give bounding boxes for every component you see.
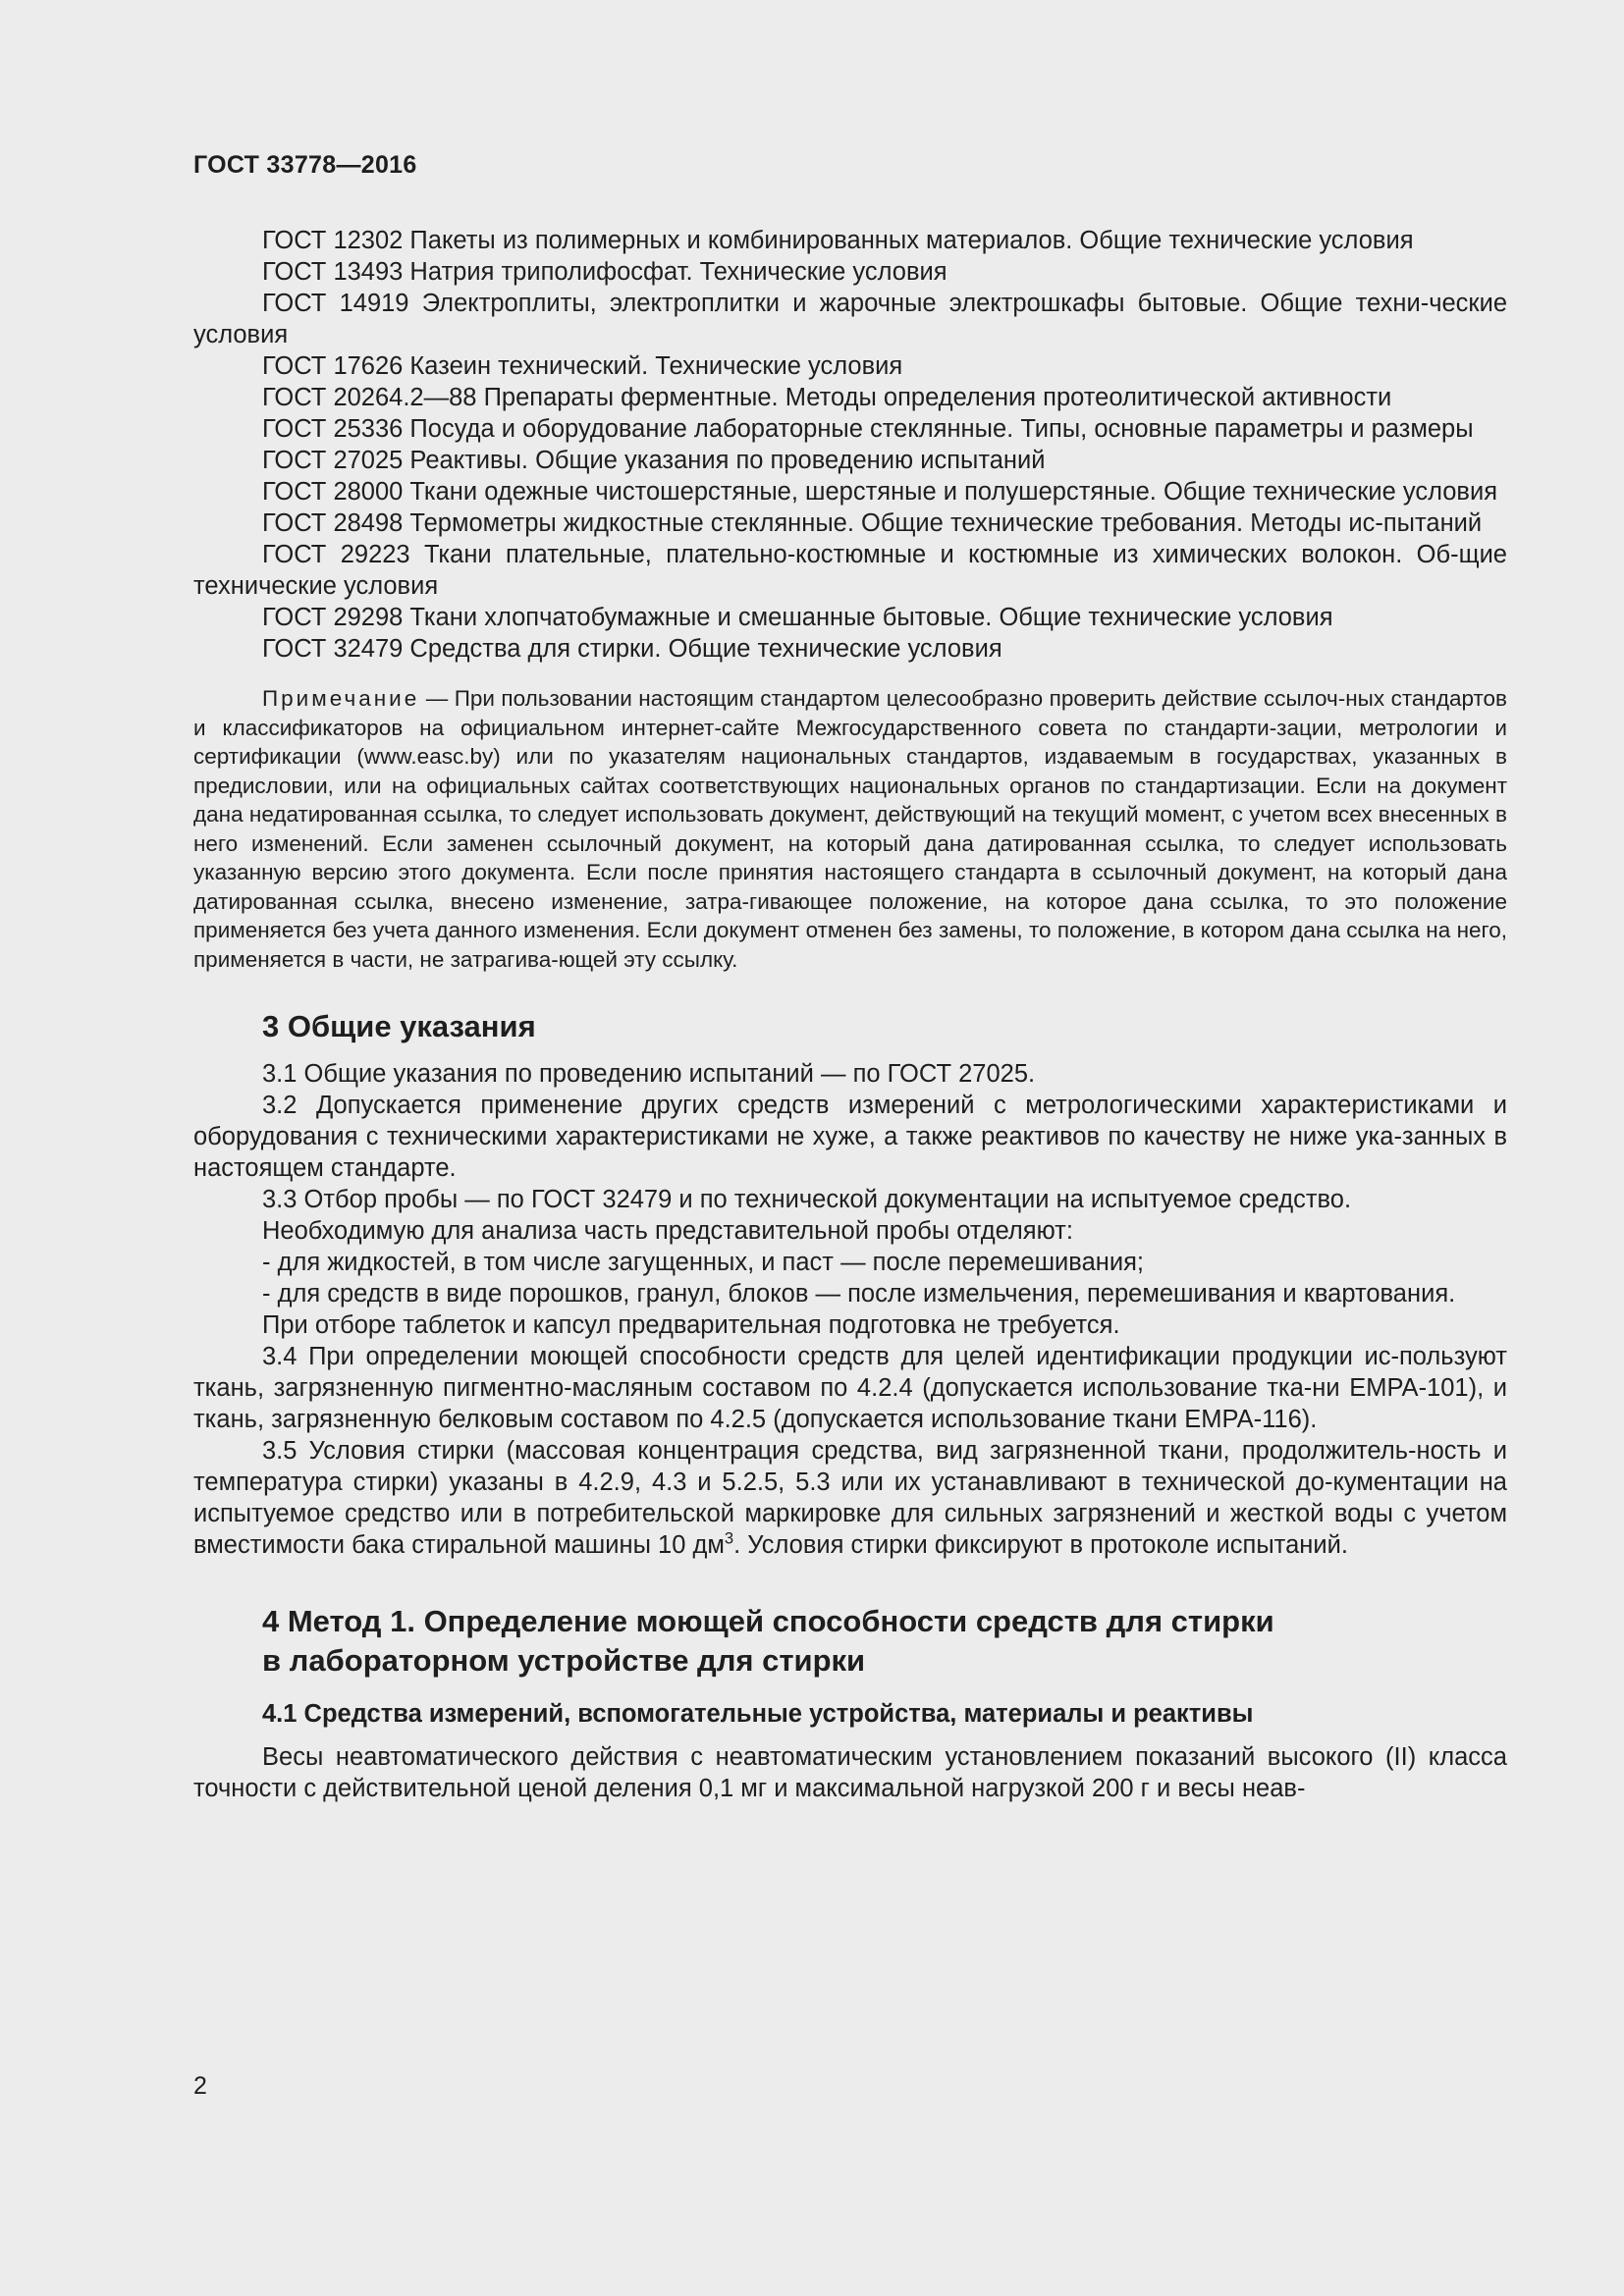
paragraph-3-5	[193, 1435, 1507, 1561]
reference-item: ГОСТ 27025 Реактивы. Общие указания по проведению испытаний	[262, 447, 1046, 474]
section-4-heading-line1: 4 Метод 1. Определение моющей способности средств для стирки	[262, 1604, 1274, 1638]
paragraph-3-4: 3.4 При определении моющей способности средств для целей идентификации продукции ис-пользуют ткань, загрязненную пигментно-масляным составом по 4.2.4 (допускается использование тка-ни EMPA-101), и ткань, загрязненную белковым составом по 4.2.5 (допускается использование ткани EMPA-116).	[193, 1343, 1507, 1433]
note-block	[193, 684, 1507, 974]
reference-item: ГОСТ 12302 Пакеты из полимерных и комбинированных материалов. Общие технические условия	[262, 227, 1414, 254]
reference-item: ГОСТ 17626 Казеин технический. Технические условия	[262, 352, 903, 380]
paragraph-3-3-sampling: Необходимую для анализа часть представительной пробы отделяют:	[262, 1217, 1073, 1245]
section-4-heading-line2: в лабораторном устройстве для стирки	[262, 1643, 866, 1678]
paragraph-3-5-text-a: 3.5 Условия стирки (массовая концентрация средства, вид загрязненной ткани, продолжитель-ность и температура стирки) указаны в 4.2.9, 4.3 и 5.2.5, 5.3 или их устанавливают в технической до-кументации на испытуемое средство или в потребительской маркировке для сильных загрязнений и жесткой воды с учетом вместимости бака стиральной машины 10 дм	[193, 1437, 1507, 1559]
reference-item: ГОСТ 28000 Ткани одежные чистошерстяные, шерстяные и полушерстяные. Общие технические условия	[262, 478, 1498, 506]
reference-item: ГОСТ 14919 Электроплиты, электроплитки и жарочные электрошкафы бытовые. Общие техни-ческие условия	[193, 290, 1507, 348]
paragraph-3-2: 3.2 Допускается применение других средств измерений с метрологическими характеристиками и оборудования с техническими характеристиками не хуже, а также реактивов по качеству не ниже ука-занных в настоящем стандарте.	[193, 1092, 1507, 1182]
page-number: 2	[193, 2072, 207, 2100]
reference-item: ГОСТ 32479 Средства для стирки. Общие технические условия	[262, 635, 1002, 663]
reference-item: ГОСТ 29298 Ткани хлопчатобумажные и смешанные бытовые. Общие технические условия	[262, 604, 1333, 631]
note-text: — При пользовании настоящим стандартом целесообразно проверить действие ссылоч-ных стандартов и классификаторов на официальном интернет-сайте Межгосударственного совета по стандарти-зации, метрологии и сертификации (www.easc.by) или по указателям национальных стандартов, издаваемым в государствах, указанных в предисловии, или на официальных сайтах соответствующих национальных органов по стандартизации. Если на документ дана недатированная ссылка, то следует использовать документ, действующий на текущий момент, с учетом всех внесенных в него изменений. Если заменен ссылочный документ, на который дана датированная ссылка, то следует использовать указанную версию этого документа. Если после принятия настоящего стандарта в ссылочный документ, на который дана датированная ссылка, внесено изменение, затра-гивающее положение, на которое дана ссылка, то это положение применяется без учета данного изменения. Если документ отменен без замены, то положение, в котором дана ссылка на него, применяется в части, не затрагива-ющей эту ссылку.	[193, 686, 1507, 972]
subsection-4-1-heading: 4.1 Средства измерений, вспомогательные устройства, материалы и реактивы	[262, 1700, 1254, 1728]
note-paragraph	[193, 684, 1507, 974]
paragraph-4-1: Весы неавтоматического действия с неавтоматическим установлением показаний высокого (II) класса точности с действительной ценой деления 0,1 мг и максимальной нагрузкой 200 г и весы неав-	[193, 1743, 1507, 1802]
normative-references-list	[193, 225, 1507, 665]
section-4-heading	[193, 1602, 1507, 1681]
reference-item: ГОСТ 29223 Ткани плательные, плательно-костюмные и костюмные из химических волокон. Об-щие технические условия	[193, 541, 1507, 600]
note-label: Примечание	[262, 686, 420, 711]
section-3-heading: 3 Общие указания	[262, 1009, 536, 1043]
paragraph-3-3-tablets: При отборе таблеток и капсул предварительная подготовка не требуется.	[262, 1311, 1120, 1339]
document-header: ГОСТ 33778—2016	[193, 151, 417, 179]
list-item-liquids: - для жидкостей, в том числе загущенных, и паст — после перемешивания;	[262, 1249, 1144, 1276]
superscript-3: 3	[724, 1528, 734, 1548]
section-3-body	[193, 1058, 1507, 1561]
reference-item: ГОСТ 28498 Термометры жидкостные стеклянные. Общие технические требования. Методы ис-пытаний	[262, 509, 1483, 537]
paragraph-3-3: 3.3 Отбор пробы — по ГОСТ 32479 и по технической документации на испытуемое средство.	[262, 1186, 1352, 1213]
reference-item: ГОСТ 25336 Посуда и оборудование лабораторные стеклянные. Типы, основные параметры и размеры	[262, 415, 1474, 443]
reference-item: ГОСТ 20264.2—88 Препараты ферментные. Методы определения протеолитической активности	[262, 384, 1392, 411]
page-content	[193, 225, 1507, 1804]
paragraph-3-5-text-b: . Условия стирки фиксируют в протоколе испытаний.	[733, 1531, 1348, 1559]
reference-item: ГОСТ 13493 Натрия триполифосфат. Технические условия	[262, 258, 947, 286]
paragraph-3-1: 3.1 Общие указания по проведению испытаний — по ГОСТ 27025.	[262, 1060, 1036, 1088]
list-item-powders: - для средств в виде порошков, гранул, блоков — после измельчения, перемешивания и квартования.	[262, 1280, 1456, 1308]
